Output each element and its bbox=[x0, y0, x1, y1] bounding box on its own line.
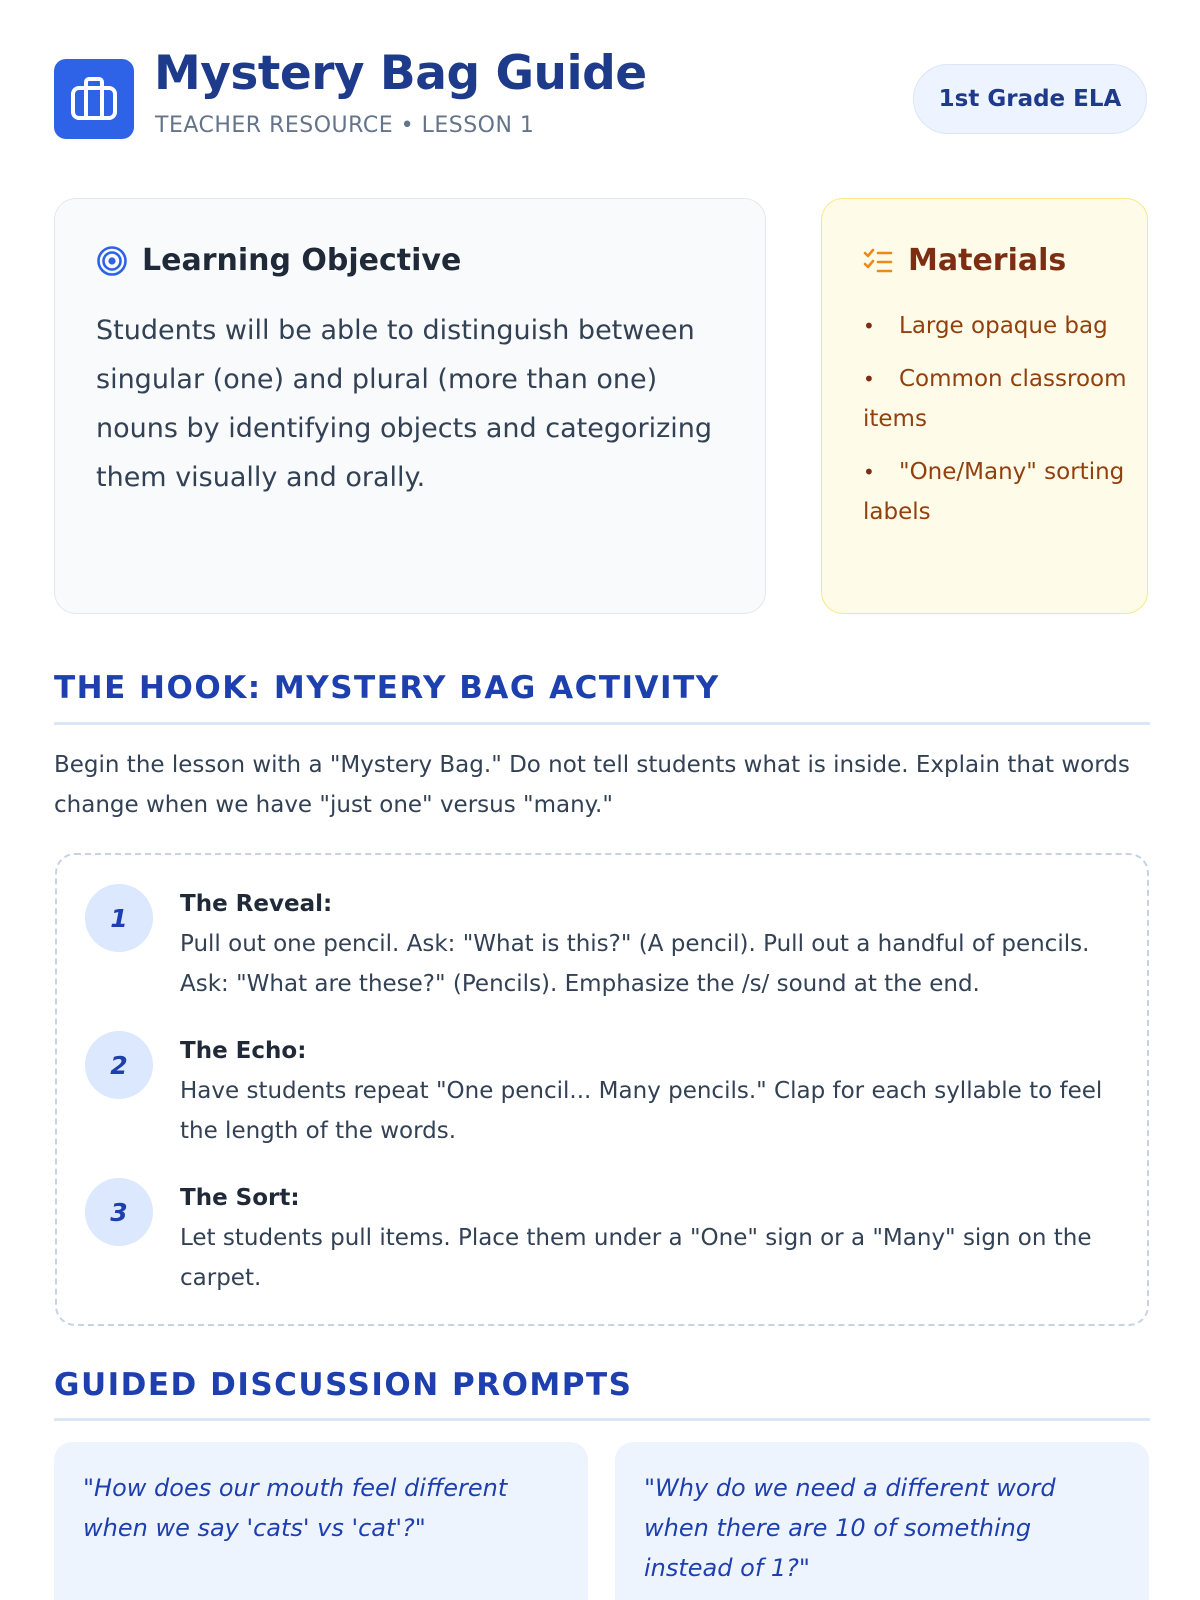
objective-header bbox=[96, 243, 461, 278]
page-header bbox=[54, 46, 1147, 142]
step-title: The Sort: bbox=[180, 1185, 300, 1211]
step-number: 3 bbox=[85, 1178, 153, 1246]
step-title: The Reveal: bbox=[180, 891, 333, 917]
section-divider bbox=[54, 1418, 1150, 1421]
bullet-icon: • bbox=[863, 314, 875, 338]
materials-title: Materials bbox=[908, 243, 1067, 278]
step-text: Pull out one pencil. Ask: "What is this?" (A pencil). Pull out a handful of pencils. Ask: "What are these?" (Pencils). Emphasize the /s/ sound at the end. bbox=[180, 931, 1090, 997]
page-title: Mystery Bag Guide bbox=[154, 46, 647, 101]
hook-steps-box bbox=[55, 853, 1149, 1326]
discussion-prompt-card bbox=[54, 1442, 588, 1600]
materials-header bbox=[862, 243, 1066, 278]
materials-card bbox=[821, 198, 1148, 614]
page-subtitle: TEACHER RESOURCE • LESSON 1 bbox=[155, 113, 535, 138]
material-label: Common classroom items bbox=[863, 366, 1127, 432]
objective-text: Students will be able to distinguish between singular (one) and plural (more than one) nouns by identifying objects and categorizing them visually and orally. bbox=[96, 315, 713, 493]
hook-intro: Begin the lesson with a "Mystery Bag." Do not tell students what is inside. Explain that words change when we have "just one" versus "many." bbox=[54, 752, 1130, 818]
grade-badge: 1st Grade ELA bbox=[913, 64, 1147, 134]
step-number: 1 bbox=[85, 884, 153, 952]
briefcase-icon bbox=[54, 59, 134, 139]
hook-heading: THE HOOK: MYSTERY BAG ACTIVITY bbox=[54, 670, 720, 706]
step-number: 2 bbox=[85, 1031, 153, 1099]
step-title: The Echo: bbox=[180, 1038, 307, 1064]
prompt-text: "Why do we need a different word when there are 10 of something instead of 1?" bbox=[644, 1474, 1056, 1582]
discussion-prompt-card bbox=[615, 1442, 1149, 1600]
bullet-icon: • bbox=[863, 460, 875, 484]
list-item bbox=[863, 359, 1128, 439]
learning-objective-card bbox=[54, 198, 766, 614]
checklist-icon bbox=[862, 245, 894, 277]
prompt-text: "How does our mouth feel different when we say 'cats' vs 'cat'?" bbox=[83, 1474, 508, 1542]
objective-title: Learning Objective bbox=[142, 243, 462, 278]
step-text: Have students repeat "One pencil... Many pencils." Clap for each syllable to feel the length of the words. bbox=[180, 1078, 1103, 1144]
list-item bbox=[863, 306, 1128, 346]
material-label: "One/Many" sorting labels bbox=[863, 459, 1125, 525]
list-item bbox=[863, 452, 1128, 532]
section-divider bbox=[54, 722, 1150, 725]
discussion-heading: GUIDED DISCUSSION PROMPTS bbox=[54, 1367, 633, 1403]
material-label: Large opaque bag bbox=[899, 313, 1108, 339]
materials-list bbox=[863, 306, 1128, 545]
step-text: Let students pull items. Place them under a "One" sign or a "Many" sign on the carpet. bbox=[180, 1225, 1092, 1291]
target-icon bbox=[96, 245, 128, 277]
bullet-icon: • bbox=[863, 367, 875, 391]
